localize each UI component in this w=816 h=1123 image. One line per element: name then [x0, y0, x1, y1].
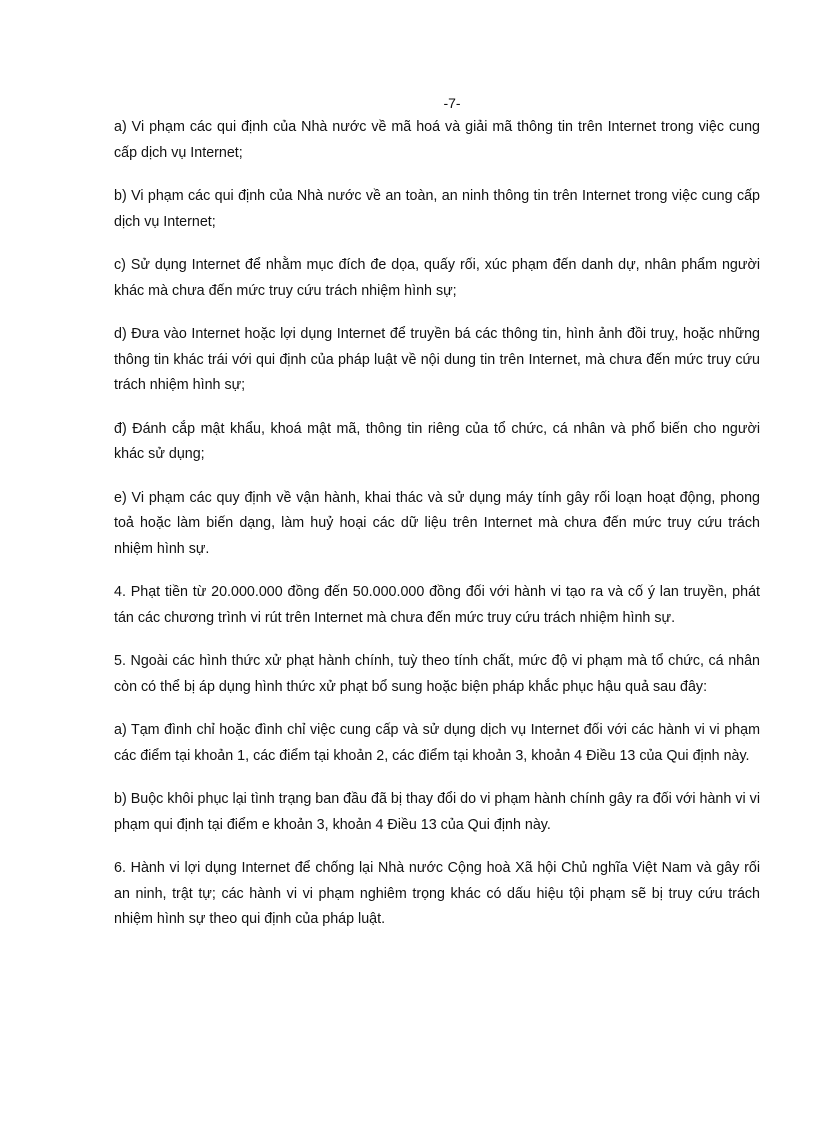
document-page: [114, 92, 760, 951]
paragraph-3dd: đ) Đánh cắp mật khẩu, khoá mật mã, thông tin riêng của tổ chức, cá nhân và phổ biến cho người khác sử dụng;: [114, 420, 760, 462]
paragraph-4: 4. Phạt tiền từ 20.000.000 đồng đến 50.000.000 đồng đối với hành vi tạo ra và cố ý lan truyền, phát tán các chương trình vi rút trên Internet mà chưa đến mức truy cứu trách nhiệm hình sự.: [114, 584, 760, 626]
paragraph-3d: d) Đưa vào Internet hoặc lợi dụng Internet để truyền bá các thông tin, hình ảnh đồi truỵ, hoặc những thông tin khác trái với qui định của pháp luật về nội dung tin trên Internet, mà chưa đến mức truy cứu trách nhiệm hình sự;: [114, 326, 760, 393]
paragraph-3c: c) Sử dụng Internet để nhằm mục đích đe dọa, quấy rối, xúc phạm đến danh dự, nhân phẩm người khác mà chưa đến mức truy cứu trách nhiệm hình sự;: [114, 257, 760, 299]
paragraph-3b: b) Vi phạm các qui định của Nhà nước về an toàn, an ninh thông tin trên Internet trong việc cung cấp dịch vụ Internet;: [114, 188, 760, 230]
paragraph-5b: b) Buộc khôi phục lại tình trạng ban đầu đã bị thay đổi do vi phạm hành chính gây ra đối với hành vi vi phạm qui định tại điểm e khoản 3, khoản 4 Điều 13 của Qui định này.: [114, 791, 760, 833]
paragraph-3a: a) Vi phạm các qui định của Nhà nước về mã hoá và giải mã thông tin trên Internet trong việc cung cấp dịch vụ Internet;: [114, 119, 760, 161]
paragraph-6: 6. Hành vi lợi dụng Internet để chống lại Nhà nước Cộng hoà Xã hội Chủ nghĩa Việt Nam và gây rối an ninh, trật tự; các hành vi vi phạm nghiêm trọng khác có dấu hiệu tội phạm sẽ bị truy cứu trách nhiệm hình sự theo qui định của pháp luật.: [114, 860, 760, 927]
paragraph-5: 5. Ngoài các hình thức xử phạt hành chính, tuỳ theo tính chất, mức độ vi phạm mà tổ chức, cá nhân còn có thể bị áp dụng hình thức xử phạt bổ sung hoặc biện pháp khắc phục hậu quả sau đây:: [114, 653, 760, 695]
paragraph-5a: a) Tạm đình chỉ hoặc đình chỉ việc cung cấp và sử dụng dịch vụ Internet đối với các hành vi vi phạm các điểm tại khoản 1, các điểm tại khoản 2, các điểm tại khoản 3, khoản 4 Điều 13 của Qui định này.: [114, 722, 760, 764]
page-number: -7-: [443, 95, 461, 111]
paragraph-3e: e) Vi phạm các quy định về vận hành, khai thác và sử dụng máy tính gây rối loạn hoạt động, phong toả hoặc làm biến dạng, làm huỷ hoại các dữ liệu trên Internet mà chưa đến mức truy cứu trách nhiệm hình sự.: [114, 489, 760, 557]
